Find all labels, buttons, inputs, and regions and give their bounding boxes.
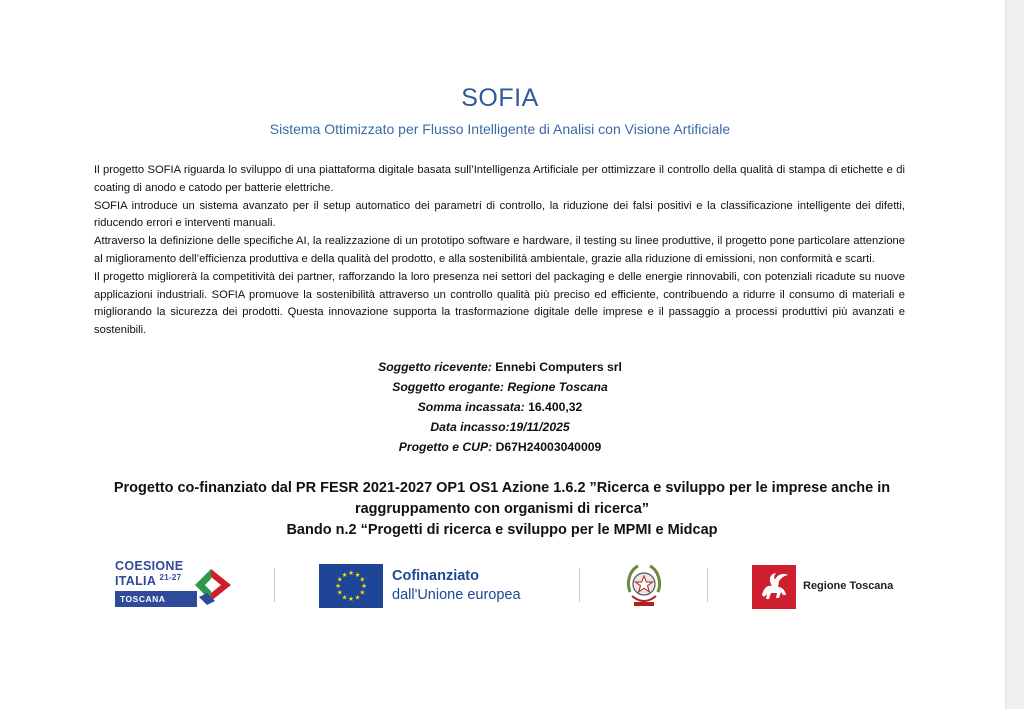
somma-value: 16.400,32: [528, 400, 583, 414]
coesione-years: 21-27: [159, 573, 182, 582]
funding-line-1: Progetto co-finanziato dal PR FESR 2021-2027 OP1 OS1 Azione 1.6.2 ”Ricerca e sviluppo per le imprese anche in raggruppamento con organismi di ricerca”: [113, 480, 891, 517]
paragraph-2: SOFIA introduce un sistema avanzato per il setup automatico dei parametri di controllo, la riduzione dei falsi positivi e la classificazione intelligente dei difetti, riducendo errori e interventi manuali.: [94, 199, 905, 230]
coesione-region-band: [115, 591, 197, 607]
eu-star-icon: ★: [341, 571, 348, 579]
eu-star-icon: ★: [348, 596, 354, 604]
erogante-label: Soggetto erogante: Regione Toscana: [392, 380, 608, 394]
regione-toscana-logo: [752, 565, 796, 609]
funding-statement: [90, 478, 914, 541]
coesione-mark-icon: [193, 563, 233, 607]
paragraph-1: Il progetto SOFIA riguarda lo sviluppo di una piattaforma digitale basata sull’Intelligenza Artificiale per ottimizzare il controllo della qualità di stampa di etichette e di coating di anodo e catodo per batterie elettriche.: [94, 164, 905, 194]
paragraph-4: Il progetto migliorerà la competitività dei partner, rafforzando la loro presenza nei settori del packaging e delle energie rinnovabili, con potenziali ricadute su nuove applicazioni industriali. SOFIA promuove la sostenibilità attraverso un controllo qualità più preciso ed efficiente, contribuendo a ridurre il consumo di materiali e migliorando la sicurezza dei prodotti. Questa innovazione supporta la trasformazione digitale delle imprese e il passaggio a processi produttivi più avanzati e sostenibili.: [94, 270, 905, 337]
pegasus-icon: [752, 565, 796, 609]
coesione-italia-logo: [113, 559, 235, 611]
eu-star-icon: ★: [336, 589, 343, 597]
page-subtitle: Sistema Ottimizzato per Flusso Intelligente di Analisi con Visione Artificiale: [269, 121, 731, 137]
coesione-text: COESIONE: [115, 559, 184, 573]
info-data: [0, 417, 1000, 437]
somma-label: Somma incassata:: [417, 400, 525, 414]
eu-star-icon: ★: [354, 594, 361, 602]
page-title: SOFIA: [461, 84, 539, 112]
italian-republic-emblem-icon: [624, 562, 664, 610]
coesione-region: TOSCANA: [120, 594, 166, 604]
eu-star-icon: ★: [336, 576, 343, 584]
eu-star-icon: ★: [359, 576, 366, 584]
logo-divider: [707, 568, 708, 602]
italia-text: ITALIA: [115, 574, 156, 589]
funding-line-2: Bando n.2 “Progetti di ricerca e sviluppo per le MPMI e Midcap: [286, 522, 718, 538]
eu-cofinanziato-text: Cofinanziato: [392, 568, 479, 584]
data-value: 19/11/2025: [509, 420, 570, 434]
logo-divider: [274, 568, 275, 602]
eu-star-icon: ★: [359, 589, 366, 597]
paragraph-3: Attraverso la definizione delle specifiche AI, la realizzazione di un prototipo software e hardware, il testing su linee produttive, il progetto pone particolare attenzione al miglioramento dell’efficienza produttiva e della qualità del prodotto, e alla sostenibilità ambientale, grazie alla riduzione di emissioni, non conformità e scarti.: [94, 235, 905, 265]
cup-label: Progetto e CUP:: [398, 440, 493, 454]
eu-star-icon: ★: [361, 583, 367, 591]
info-cup: [0, 437, 1000, 457]
eu-star-icon: ★: [341, 594, 348, 602]
project-description: [94, 162, 905, 340]
regione-toscana-text: Regione Toscana: [803, 580, 894, 592]
eu-star-icon: ★: [335, 583, 341, 591]
logo-strip: [0, 556, 1024, 620]
info-somma: [0, 397, 1000, 417]
eu-star-icon: ★: [348, 570, 354, 578]
eu-flag-icon: [319, 564, 383, 608]
info-ricevente: [0, 357, 1000, 377]
ricevente-label: Soggetto ricevente:: [378, 360, 492, 374]
eu-union-text: dall'Unione europea: [392, 587, 521, 603]
cup-value: D67H24003040009: [495, 440, 602, 454]
eu-star-icon: ★: [354, 571, 361, 579]
logo-divider: [579, 568, 580, 602]
info-erogante: [0, 377, 1000, 397]
data-label: Data incasso:: [430, 420, 510, 434]
grant-info: [0, 357, 1000, 457]
ricevente-value: Ennebi Computers srl: [495, 360, 622, 374]
